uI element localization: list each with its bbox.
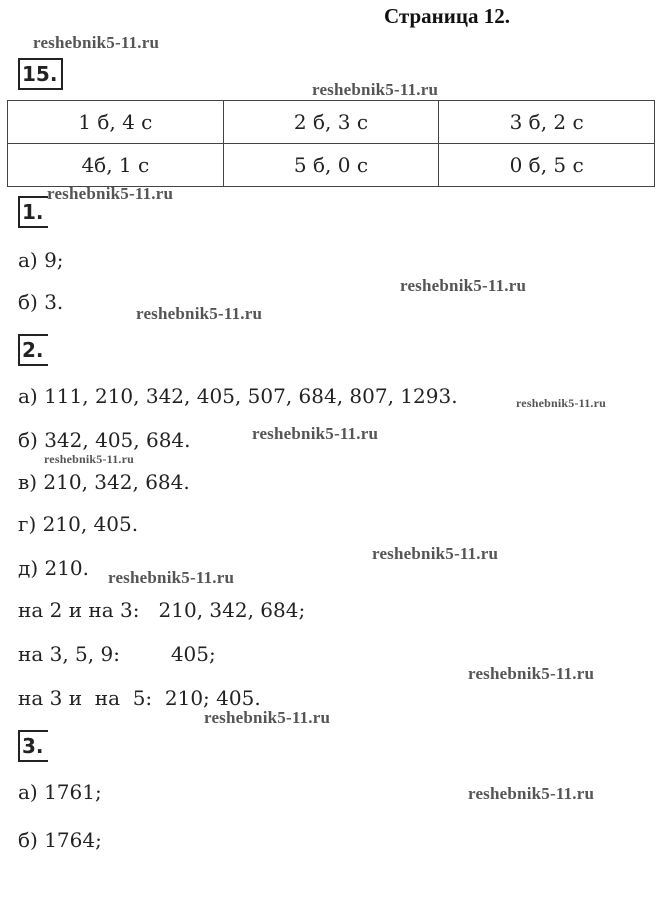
task-number-15: [18, 58, 63, 90]
answer-line: г) 210, 405.: [18, 512, 139, 536]
watermark: reshebnik5-11.ru: [136, 304, 263, 323]
task-number-2: [18, 334, 48, 366]
table-cell: 3 б, 2 с: [439, 101, 655, 144]
table-cell: 2 б, 3 с: [223, 101, 439, 144]
task-number-box: 2.: [18, 334, 48, 366]
answer-line: а) 9;: [18, 248, 64, 272]
table-cell: 5 б, 0 с: [223, 144, 439, 187]
watermark: reshebnik5-11.ru: [204, 708, 331, 727]
answer-line: на 2 и на 3: 210, 342, 684;: [18, 598, 306, 622]
table-row: [8, 144, 655, 187]
task-number-box: 3.: [18, 730, 48, 762]
answer-line: на 3, 5, 9: 405;: [18, 642, 216, 666]
watermark: reshebnik5-11.ru: [516, 396, 606, 410]
watermark: reshebnik5-11.ru: [312, 80, 439, 99]
page-title: Страница 12.: [384, 4, 510, 28]
answer-line: на 3 и на 5: 210; 405.: [18, 686, 261, 710]
task-number-box: 15.: [18, 58, 63, 90]
answer-table: [7, 100, 655, 187]
answer-line: б) 3.: [18, 290, 64, 314]
watermark: reshebnik5-11.ru: [468, 664, 595, 683]
answer-line: а) 1761;: [18, 780, 102, 804]
watermark: reshebnik5-11.ru: [252, 424, 379, 443]
answer-line: а) 111, 210, 342, 405, 507, 684, 807, 1293.: [18, 384, 458, 408]
task-number-1: [18, 196, 48, 228]
answer-line: б) 342, 405, 684.: [18, 428, 191, 452]
answer-line: д) 210.: [18, 556, 90, 580]
watermark: reshebnik5-11.ru: [468, 784, 595, 803]
table-cell: 0 б, 5 с: [439, 144, 655, 187]
watermark: reshebnik5-11.ru: [400, 276, 527, 295]
answer-line: б) 1764;: [18, 828, 102, 852]
watermark: reshebnik5-11.ru: [108, 568, 235, 587]
table-cell: 4б, 1 с: [8, 144, 224, 187]
task-number-box: 1.: [18, 196, 48, 228]
task-number-3: [18, 730, 48, 762]
watermark: reshebnik5-11.ru: [47, 184, 174, 203]
watermark: reshebnik5-11.ru: [44, 452, 134, 466]
watermark: reshebnik5-11.ru: [33, 33, 160, 52]
watermark: reshebnik5-11.ru: [372, 544, 499, 563]
table-row: [8, 101, 655, 144]
answer-line: в) 210, 342, 684.: [18, 470, 190, 494]
table-cell: 1 б, 4 с: [8, 101, 224, 144]
